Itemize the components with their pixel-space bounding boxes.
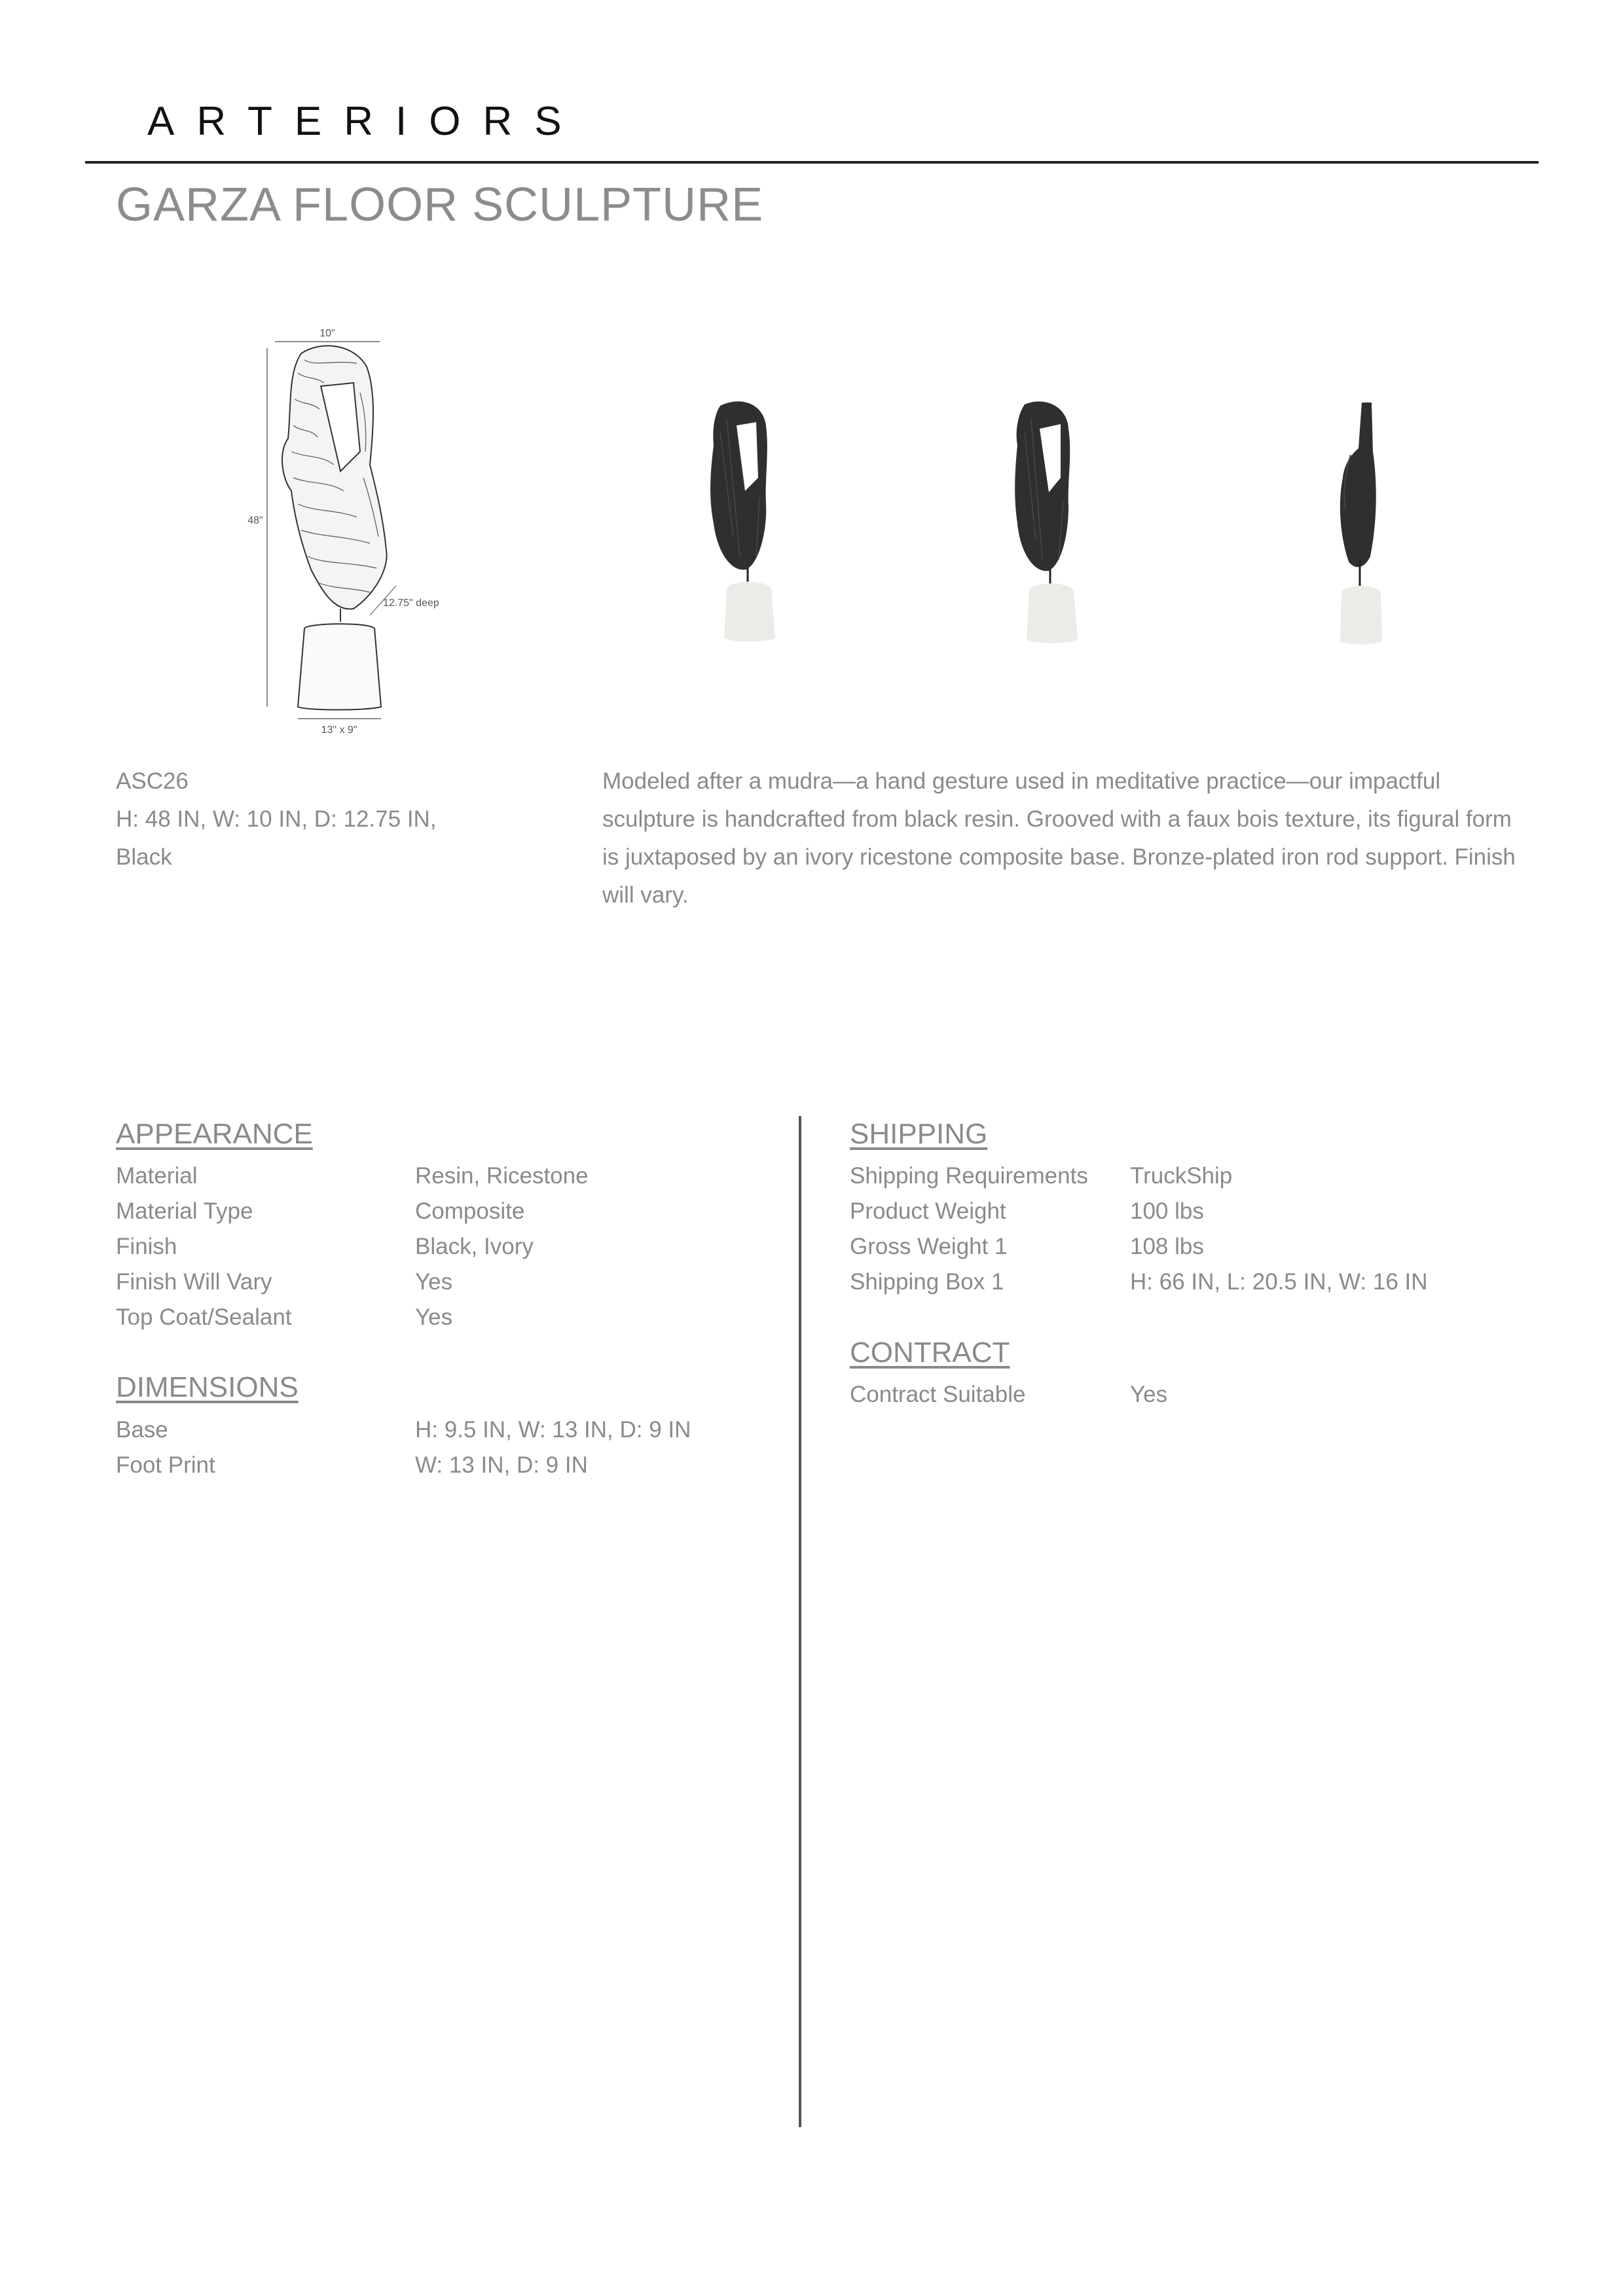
spec-row	[850, 1194, 1428, 1229]
spec-row	[116, 1229, 589, 1265]
shipping-heading: SHIPPING	[850, 1118, 988, 1150]
product-photo-angle	[995, 393, 1106, 655]
spec-row	[116, 1158, 589, 1194]
depth-label: 12.75" deep	[383, 598, 439, 609]
sku-code: ASC26	[116, 768, 189, 794]
spec-row	[116, 1412, 691, 1448]
spec-row	[850, 1229, 1428, 1265]
contract-heading: CONTRACT	[850, 1336, 1010, 1369]
spec-row	[116, 1448, 691, 1483]
spec-value: Black, Ivory	[415, 1234, 534, 1259]
spec-label: Base	[116, 1417, 168, 1443]
spec-value: Yes	[415, 1304, 453, 1330]
spec-label: Foot Print	[116, 1452, 215, 1478]
spec-label: Top Coat/Sealant	[116, 1304, 292, 1330]
spec-value: 108 lbs	[1130, 1234, 1204, 1259]
spec-label: Finish Will Vary	[116, 1269, 272, 1295]
spec-value: W: 13 IN, D: 9 IN	[415, 1452, 588, 1478]
spec-row	[850, 1265, 1428, 1300]
spec-row	[116, 1265, 589, 1300]
dimensions-heading: DIMENSIONS	[116, 1371, 299, 1403]
dimension-drawing	[236, 321, 458, 740]
spec-label: Shipping Box 1	[850, 1269, 1004, 1295]
header-rule	[85, 161, 1539, 164]
spec-value: Yes	[415, 1269, 453, 1295]
base-label: 13" x 9"	[321, 725, 357, 736]
product-photo-front	[694, 393, 805, 655]
spec-row	[850, 1377, 1167, 1412]
spec-value: Resin, Ricestone	[415, 1163, 589, 1189]
appearance-table	[116, 1158, 589, 1335]
spec-value: H: 66 IN, L: 20.5 IN, W: 16 IN	[1130, 1269, 1428, 1295]
spec-label: Contract Suitable	[850, 1382, 1026, 1407]
spec-row	[850, 1158, 1428, 1194]
page-title: GARZA FLOOR SCULPTURE	[116, 179, 764, 231]
spec-row	[116, 1300, 589, 1335]
spec-label: Gross Weight 1	[850, 1234, 1008, 1259]
contract-table	[850, 1377, 1167, 1412]
spec-label: Material Type	[116, 1198, 253, 1224]
product-summary	[116, 762, 437, 876]
spec-label: Shipping Requirements	[850, 1163, 1088, 1189]
spec-value: TruckShip	[1130, 1163, 1233, 1189]
spec-label: Product Weight	[850, 1198, 1006, 1224]
spec-value: Yes	[1130, 1382, 1168, 1407]
product-description: Modeled after a mudra—a hand gesture used in meditative practice—our impactful sculpture is handcrafted from black resin. Grooved with a faux bois texture, its figural form is juxtaposed by an ivory ricestone composite base. Bronze-plated iron rod support. Finish will vary.	[602, 768, 1516, 908]
width-label: 10"	[319, 328, 335, 339]
appearance-heading: APPEARANCE	[116, 1118, 313, 1150]
spec-label: Material	[116, 1163, 198, 1189]
product-color: Black	[116, 844, 172, 870]
shipping-table	[850, 1158, 1428, 1300]
height-label: 48"	[247, 515, 263, 526]
dimensions-table	[116, 1412, 691, 1483]
spec-value: 100 lbs	[1130, 1198, 1204, 1224]
spec-label: Finish	[116, 1234, 177, 1259]
spec-value: Composite	[415, 1198, 525, 1224]
spec-value: H: 9.5 IN, W: 13 IN, D: 9 IN	[415, 1417, 691, 1443]
column-divider	[799, 1116, 801, 2127]
spec-row	[116, 1194, 589, 1229]
overall-dimensions: H: 48 IN, W: 10 IN, D: 12.75 IN,	[116, 806, 437, 832]
product-photo-side	[1300, 393, 1411, 655]
brand-logo: ARTERIORS	[147, 99, 584, 144]
